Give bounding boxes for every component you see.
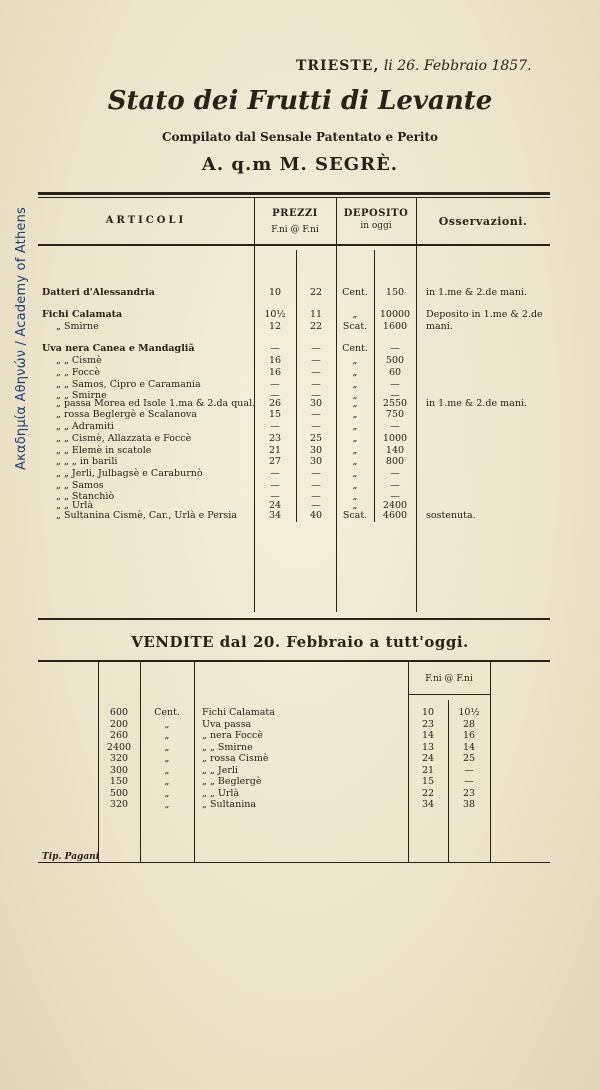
vendite-cell-unit: Cent. <box>154 707 180 718</box>
table-cell-price-to: — <box>311 491 321 502</box>
vendite-title: VENDITE dal 20. Febbraio a tutt'oggi. <box>131 633 469 651</box>
vendite-bottom-rule <box>38 862 550 863</box>
table-cell-article: „ Smirne <box>56 321 99 332</box>
table-cell-price-from: 12 <box>268 321 282 332</box>
vendite-cell-unit: „ <box>164 799 170 810</box>
table-cell-price-from: — <box>270 468 280 479</box>
table-cell-unit: „ <box>352 491 358 502</box>
table-cell-price-to: 11 <box>309 309 323 320</box>
vendite-cell-article: „ rossa Cismè <box>202 753 269 764</box>
vendite-cell-price-to: 25 <box>462 753 476 764</box>
vendite-cell-price-from: 24 <box>421 753 435 764</box>
table-cell-article: Datteri d'Alessandria <box>42 287 155 298</box>
vendite-cell-price-to: 23 <box>462 787 476 799</box>
col-divider <box>374 250 375 522</box>
table-cell-unit: „ <box>352 367 358 378</box>
table-cell-unit: „ <box>352 355 358 366</box>
table-cell-deposit: 1600 <box>382 321 408 332</box>
col-divider <box>140 662 141 862</box>
table-cell-article: „ „ Cismè <box>56 355 102 366</box>
table-cell-unit: Cent. <box>342 287 368 298</box>
table-cell-deposit: — <box>390 491 400 502</box>
vendite-cell-qty: 500 <box>109 787 129 799</box>
table-cell-article: „ „ Samos <box>56 480 104 491</box>
vendite-cell-unit: „ <box>164 753 170 764</box>
vendite-cell-unit: „ <box>164 741 170 753</box>
table-cell-price-to: 22 <box>309 321 323 332</box>
table-cell-article: „ „ Samos, Cipro e Caramania <box>56 379 201 390</box>
table-cell-unit: „ <box>352 480 358 491</box>
table-cell-unit: „ <box>352 433 358 444</box>
table-cell-price-to: — <box>311 379 321 390</box>
vendite-cell-price-from: 34 <box>421 799 435 810</box>
vendite-cell-qty: 600 <box>109 707 129 718</box>
author: A. q.m M. SEGRÈ. <box>201 154 399 175</box>
table-cell-price-to: — <box>311 480 321 491</box>
table-cell-price-to: 40 <box>309 510 323 521</box>
table-cell-price-to: — <box>311 468 321 479</box>
table-cell-article: „ passa Morea ed Isole 1.ma & 2.da qual. <box>56 398 256 409</box>
table-cell-note: in 1.me & 2.de mani. <box>426 287 528 298</box>
table-cell-deposit: 800 <box>385 456 405 467</box>
header-prezzi-sub: F.ni @ F.ni <box>271 225 319 235</box>
date-rest: li 26. Febbraio 1857. <box>383 58 532 74</box>
vendite-cell-article: „ „ Smirne <box>202 741 253 753</box>
table-cell-unit: „ <box>352 390 358 401</box>
header-date <box>296 58 532 74</box>
printer-credit: Tip. Pagani <box>42 852 100 862</box>
table-cell-deposit: — <box>390 468 400 479</box>
table-cell-article: Uva nera Canea e Mandagliã <box>42 343 195 354</box>
table-cell-unit: „ <box>352 309 358 320</box>
table-cell-deposit: 140 <box>385 445 405 456</box>
vendite-cell-price-to: — <box>464 776 474 787</box>
col-divider <box>296 250 297 522</box>
vendite-cell-qty: 2400 <box>106 741 132 753</box>
table-cell-article: „ rossa Beglergè e Scalanova <box>56 409 197 420</box>
vendite-cell-unit: „ <box>164 730 170 741</box>
table-cell-article: Fichi Calamata <box>42 309 123 320</box>
date-place: TRIESTE, <box>296 58 380 74</box>
vendite-cell-article: „ nera Foccè <box>202 730 263 741</box>
vendite-cell-qty: 260 <box>109 730 129 741</box>
top-rule <box>38 192 550 195</box>
table-cell-price-from: 16 <box>268 355 282 366</box>
table-cell-deposit: 60 <box>388 367 402 378</box>
table-cell-price-to: 30 <box>309 398 323 409</box>
table-cell-deposit: — <box>390 390 400 401</box>
vendite-cell-price-from: 22 <box>421 787 435 799</box>
table-cell-deposit: — <box>390 421 400 432</box>
table-cell-price-from: — <box>270 480 280 491</box>
table-cell-unit: „ <box>352 445 358 456</box>
table-cell-deposit: — <box>390 343 400 354</box>
table-cell-price-to: — <box>311 409 321 420</box>
col-divider <box>194 662 195 862</box>
table-cell-article: „ „ Cismè, Allazzata e Foccè <box>56 433 192 444</box>
top-rule-thin <box>38 197 550 198</box>
table-cell-unit: „ <box>352 421 358 432</box>
vendite-cell-qty: 200 <box>109 718 129 730</box>
table-cell-unit: Scat. <box>342 321 368 332</box>
table-cell-note: in 1.me & 2.de mani. <box>426 398 528 409</box>
table-cell-deposit: — <box>390 480 400 491</box>
header-prezzi: PREZZI <box>272 208 318 219</box>
vendite-cell-price-from: 23 <box>421 718 435 730</box>
vendite-cell-article: „ „ Jerli <box>202 764 238 776</box>
table-cell-article: „ „ Elemè in scatole <box>56 445 152 456</box>
col-divider <box>448 700 449 862</box>
vendite-cell-qty: 320 <box>109 753 129 764</box>
header-deposito-sub: in oggi <box>360 221 392 231</box>
table-cell-article: „ Sultanina Cismè, Car., Urlà e Persia <box>56 510 238 521</box>
table-cell-price-to: 22 <box>309 287 323 298</box>
table-cell-price-to: 30 <box>309 456 323 467</box>
vendite-cell-price-to: — <box>464 764 474 776</box>
vendite-price-header: F.ni @ F.ni <box>425 674 473 684</box>
table-cell-price-from: — <box>270 390 280 401</box>
table-cell-deposit: — <box>390 379 400 390</box>
table-cell-article: „ „ Smirne <box>56 390 107 401</box>
vendite-cell-unit: „ <box>164 764 170 776</box>
table-cell-price-to: — <box>311 500 321 511</box>
table-cell-deposit: 2400 <box>382 500 408 511</box>
vendite-cell-unit: „ <box>164 718 170 730</box>
table-cell-article: „ „ Jerli, Julbagsè e Caraburnò <box>56 468 203 479</box>
vendite-cell-price-to: 38 <box>462 799 476 810</box>
table-cell-deposit: 2550 <box>382 398 408 409</box>
table-cell-deposit: 150 <box>385 287 405 298</box>
table-cell-unit: „ <box>352 456 358 467</box>
vendite-cell-price-from: 14 <box>421 730 435 741</box>
vendite-cell-price-from: 13 <box>421 741 435 753</box>
table-cell-price-to: — <box>311 343 321 354</box>
vendite-cell-price-from: 21 <box>421 764 435 776</box>
table-cell-unit: „ <box>352 379 358 390</box>
table-cell-price-from: 10½ <box>264 309 286 320</box>
col-divider <box>408 662 409 862</box>
vendite-cell-article: Uva passa <box>202 718 252 730</box>
vendite-cell-price-to: 14 <box>462 741 476 753</box>
table-cell-article: „ „ Urlà <box>56 500 94 511</box>
table-cell-price-to: — <box>311 367 321 378</box>
vendite-cell-price-from: 10 <box>421 707 435 718</box>
table-cell-deposit: 750 <box>385 409 405 420</box>
header-articoli: ARTICOLI <box>105 215 187 226</box>
table-cell-price-from: — <box>270 421 280 432</box>
col-divider <box>490 662 491 862</box>
table-cell-price-from: — <box>270 379 280 390</box>
page-subtitle: Compilato dal Sensale Patentato e Perito <box>161 130 439 144</box>
table-cell-article: „ „ Adramiti <box>56 421 114 432</box>
table-cell-note: sostenuta. <box>426 510 476 521</box>
table-cell-article: „ „ Stanchiò <box>56 491 115 502</box>
vendite-cell-article: „ „ Urlà <box>202 787 240 799</box>
table-cell-price-from: 10 <box>268 287 282 298</box>
table-cell-price-from: 24 <box>268 500 282 511</box>
table-cell-price-from: — <box>270 343 280 354</box>
vendite-cell-unit: „ <box>164 776 170 787</box>
table-cell-deposit: 10000 <box>379 309 411 320</box>
vendite-cell-price-to: 16 <box>462 730 476 741</box>
table-cell-deposit: 500 <box>385 355 405 366</box>
vendite-cell-price-to: 28 <box>462 718 476 730</box>
table-cell-unit: Scat. <box>342 510 368 521</box>
page-title: Stato dei Frutti di Levante <box>107 86 493 116</box>
price-header-rule <box>408 694 490 695</box>
table-cell-note: mani. <box>426 321 453 332</box>
table-cell-price-from: 23 <box>268 433 282 444</box>
table-cell-price-from: 27 <box>268 456 282 467</box>
vendite-cell-qty: 300 <box>109 764 129 776</box>
vendite-cell-qty: 320 <box>109 799 129 810</box>
header-osservazioni: Osservazioni. <box>438 215 528 228</box>
table-cell-price-from: 26 <box>268 398 282 409</box>
table-cell-article: „ „ Foccè <box>56 367 100 378</box>
table-cell-unit: „ <box>352 398 358 409</box>
table-cell-note: Deposito in 1.me & 2.de <box>426 309 543 320</box>
table-cell-price-to: — <box>311 355 321 366</box>
vendite-rule <box>38 660 550 662</box>
table-cell-article: „ „ „ in barili <box>56 456 118 467</box>
header-deposito: DEPOSITO <box>343 208 409 219</box>
vendite-cell-article: Fichi Calamata <box>202 707 275 718</box>
table-cell-price-to: 25 <box>309 433 323 444</box>
table-cell-price-to: — <box>311 421 321 432</box>
col-divider <box>98 662 99 862</box>
table-cell-unit: „ <box>352 468 358 479</box>
col-divider <box>416 198 417 612</box>
watermark: Ακαδημία Αθηνών / Academy of Athens <box>14 206 29 470</box>
table-cell-price-from: 15 <box>268 409 282 420</box>
vendite-cell-qty: 150 <box>109 776 129 787</box>
vendite-cell-article: „ Sultanina <box>202 799 257 810</box>
table-cell-price-from: 21 <box>268 445 282 456</box>
table-cell-unit: „ <box>352 500 358 511</box>
table-cell-price-from: — <box>270 491 280 502</box>
table-cell-price-from: 16 <box>268 367 282 378</box>
header-rule <box>38 244 550 246</box>
table-cell-price-to: — <box>311 390 321 401</box>
table-cell-unit: Cent. <box>342 343 368 354</box>
table-cell-price-to: 30 <box>309 445 323 456</box>
table-cell-price-from: 34 <box>268 510 282 521</box>
vendite-cell-unit: „ <box>164 787 170 799</box>
vendite-cell-price-from: 15 <box>421 776 435 787</box>
bottom-rule <box>38 618 550 620</box>
table-cell-deposit: 1000 <box>382 433 408 444</box>
table-cell-deposit: 4600 <box>382 510 408 521</box>
vendite-cell-article: „ „ Beglergè <box>202 776 262 787</box>
table-cell-unit: „ <box>352 409 358 420</box>
vendite-cell-price-to: 10½ <box>458 707 480 718</box>
